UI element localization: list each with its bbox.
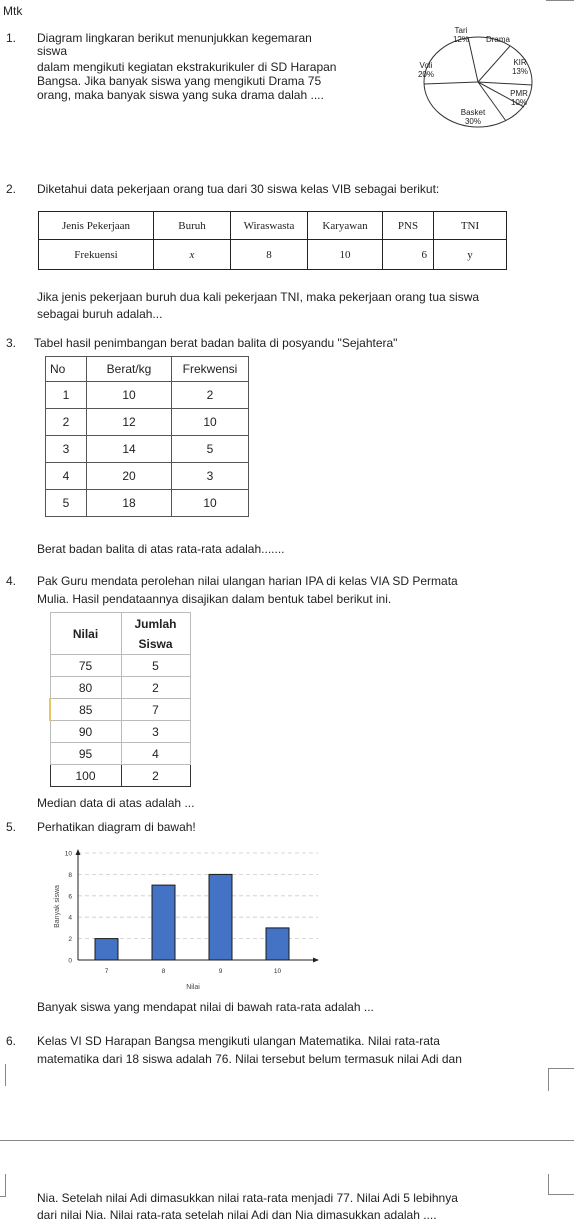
q2-header-cell: Jenis Pekerjaan [39, 212, 154, 240]
q3-text: Tabel hasil penimbangan berat badan balita di posyandu "Sejahtera" [34, 336, 398, 350]
q3-number: 3. [6, 336, 17, 350]
pie-label-kir-pct: 13% [511, 67, 528, 76]
y-axis-arrow [76, 849, 81, 855]
q3-cell: 10 [87, 382, 172, 409]
pie-label-voli-pct: 20% [417, 70, 434, 79]
pie-label-voli [412, 61, 440, 79]
q4-cell: 3 [121, 721, 190, 743]
q3-cell: 14 [87, 436, 172, 463]
x-tick-label: 9 [218, 968, 223, 975]
pie-label-kir-name: KIR [513, 58, 527, 67]
y-tick-label: 8 [68, 871, 72, 879]
q4-cell: 2 [121, 765, 190, 787]
q2-header-cell: Wiraswasta [231, 212, 308, 240]
pie-label-drama: Drama [485, 35, 510, 44]
q3-table [45, 356, 249, 517]
q4-cell: 2 [121, 677, 190, 699]
q3-cell: 18 [87, 490, 172, 517]
q1-line: Diagram lingkaran berikut menunjukkan kegemaran [37, 31, 312, 45]
pie-label-pmr-pct: 10% [510, 98, 527, 107]
q3-cell: 5 [172, 436, 249, 463]
pie-label-basket-pct: 30% [464, 117, 481, 126]
q2-table [38, 211, 507, 270]
y-axis-label: Banyak siswa [54, 885, 61, 928]
page-corner-mark [0, 1064, 6, 1086]
q2-question [37, 290, 479, 321]
x-tick-label: 8 [161, 968, 166, 975]
q1-line: orang, maka banyak siswa yang suka drama dalah .... [37, 88, 324, 102]
q3-cell: 2 [172, 382, 249, 409]
q4-line: Pak Guru mendata perolehan nilai ulangan harian IPA di kelas VIA SD Permata [37, 574, 458, 588]
x-tick-label: 10 [273, 968, 282, 975]
q6-continued [37, 1191, 458, 1222]
q4-cell: 85 [50, 699, 121, 721]
q3-cell: 3 [172, 463, 249, 490]
q3-cell: 10 [172, 490, 249, 517]
pie-label-kir [506, 58, 534, 76]
q4-cell: 80 [50, 677, 121, 699]
q6-line: matematika dari 18 siswa adalah 76. Nilai tersebut belum termasuk nilai Adi dan [37, 1052, 462, 1066]
q3-cell: 2 [46, 409, 87, 436]
q4-header-jumlah-line2: Siswa [138, 636, 173, 651]
q3-header-cell: Frekwensi [172, 357, 249, 382]
q6-line: dari nilai Nia. Nilai rata-rata setelah nilai Adi dan Nia dimasukkan adalah .... [37, 1208, 437, 1222]
q3-header-cell: No [46, 357, 87, 382]
q6-line: Kelas VI SD Harapan Bangsa mengikuti ulangan Matematika. Nilai rata-rata [37, 1034, 440, 1048]
pie-label-pmr-name: PMR [510, 89, 528, 98]
bar-chart-svg [48, 845, 328, 995]
q4-line: Mulia. Hasil pendataannya disajikan dalam bentuk tabel berikut ini. [37, 592, 392, 606]
pie-label-basket [454, 108, 492, 126]
y-tick-label: 10 [64, 850, 72, 858]
top-right-corner-mark [546, 0, 574, 6]
q3-question: Berat badan balita di atas rata-rata adalah....... [37, 542, 285, 556]
q6-number: 6. [6, 1034, 17, 1048]
q3-cell: 4 [46, 463, 87, 490]
y-tick-label: 6 [68, 893, 72, 901]
page-divider [0, 1140, 574, 1141]
page-corner-mark [0, 1174, 6, 1197]
q2-header-cell: PNS [383, 212, 434, 240]
q4-cell: 75 [50, 655, 121, 677]
q3-header-cell: Berat/kg [87, 357, 172, 382]
pie-chart [410, 25, 550, 135]
q2-text: Diketahui data pekerjaan orang tua dari 30 siswa kelas VIB sebagai berikut: [37, 182, 440, 196]
y-tick-label: 2 [68, 936, 72, 944]
q4-cell: 7 [121, 699, 190, 721]
pie-label-basket-name: Basket [460, 108, 486, 117]
y-tick-label: 0 [68, 957, 72, 965]
q5-question: Banyak siswa yang mendapat nilai di bawah rata-rata adalah ... [37, 1000, 374, 1014]
x-axis-label: Nilai [186, 984, 200, 991]
q2-cell: x [154, 240, 231, 270]
q2-row-label: Frekuensi [39, 240, 154, 270]
pie-label-tari-pct: 12% [452, 35, 469, 44]
q6-text [37, 1034, 462, 1066]
bar [152, 885, 175, 960]
q4-cell: 4 [121, 743, 190, 765]
bar [266, 928, 289, 960]
q4-cell: 100 [50, 765, 121, 787]
q4-table [49, 612, 191, 787]
q2-header-cell: TNI [434, 212, 507, 240]
q4-cell: 90 [50, 721, 121, 743]
q2-cell: 10 [308, 240, 383, 270]
x-axis-arrow [313, 958, 319, 963]
bar [209, 874, 232, 960]
q4-number: 4. [6, 574, 17, 588]
q4-cell: 5 [121, 655, 190, 677]
q3-cell: 1 [46, 382, 87, 409]
q3-cell: 20 [87, 463, 172, 490]
q2-number: 2. [6, 182, 17, 196]
page-corner-mark [548, 1174, 574, 1195]
q1-line: dalam mengikuti kegiatan ekstrakurikuler di SD Harapan [37, 60, 337, 74]
page-corner-mark [548, 1068, 574, 1091]
q4-cell: 95 [50, 743, 121, 765]
q3-cell: 5 [46, 490, 87, 517]
y-tick-label: 4 [68, 914, 72, 922]
q2-header-cell: Karyawan [308, 212, 383, 240]
q5-text: Perhatikan diagram di bawah! [37, 820, 196, 834]
q4-header-jumlah-line1: Jumlah [134, 616, 177, 631]
pie-label-voli-name: Voli [419, 61, 433, 70]
q4-question: Median data di atas adalah ... [37, 796, 195, 810]
q4-header-nilai: Nilai [50, 613, 121, 655]
pie-label-tari-name: Tari [454, 26, 468, 35]
q1-number: 1. [6, 31, 17, 45]
q1-line: siswa [37, 44, 68, 58]
q2-cell: 6 [383, 240, 434, 270]
q2-question-line: sebagai buruh adalah... [37, 307, 163, 321]
q2-cell: y [434, 240, 507, 270]
pie-label-pmr [505, 89, 533, 107]
q2-question-line: Jika jenis pekerjaan buruh dua kali pekerjaan TNI, maka pekerjaan orang tua siswa [37, 290, 480, 304]
bar-chart [48, 845, 328, 995]
bar [95, 939, 118, 960]
q2-header-cell: Buruh [154, 212, 231, 240]
q1-line: Bangsa. Jika banyak siswa yang mengikuti Drama 75 [37, 74, 322, 88]
q2-cell: 8 [231, 240, 308, 270]
q4-text [37, 574, 458, 606]
q5-number: 5. [6, 820, 17, 834]
q3-cell: 3 [46, 436, 87, 463]
q1-text [37, 31, 397, 102]
q6-line: Nia. Setelah nilai Adi dimasukkan nilai rata-rata menjadi 77. Nilai Adi 5 lebihnya [37, 1191, 458, 1205]
q4-header-jumlah [121, 613, 190, 655]
x-tick-label: 7 [104, 968, 109, 975]
pie-label-tari [446, 26, 476, 44]
subject-header: Mtk [3, 4, 23, 18]
q3-cell: 12 [87, 409, 172, 436]
q3-cell: 10 [172, 409, 249, 436]
